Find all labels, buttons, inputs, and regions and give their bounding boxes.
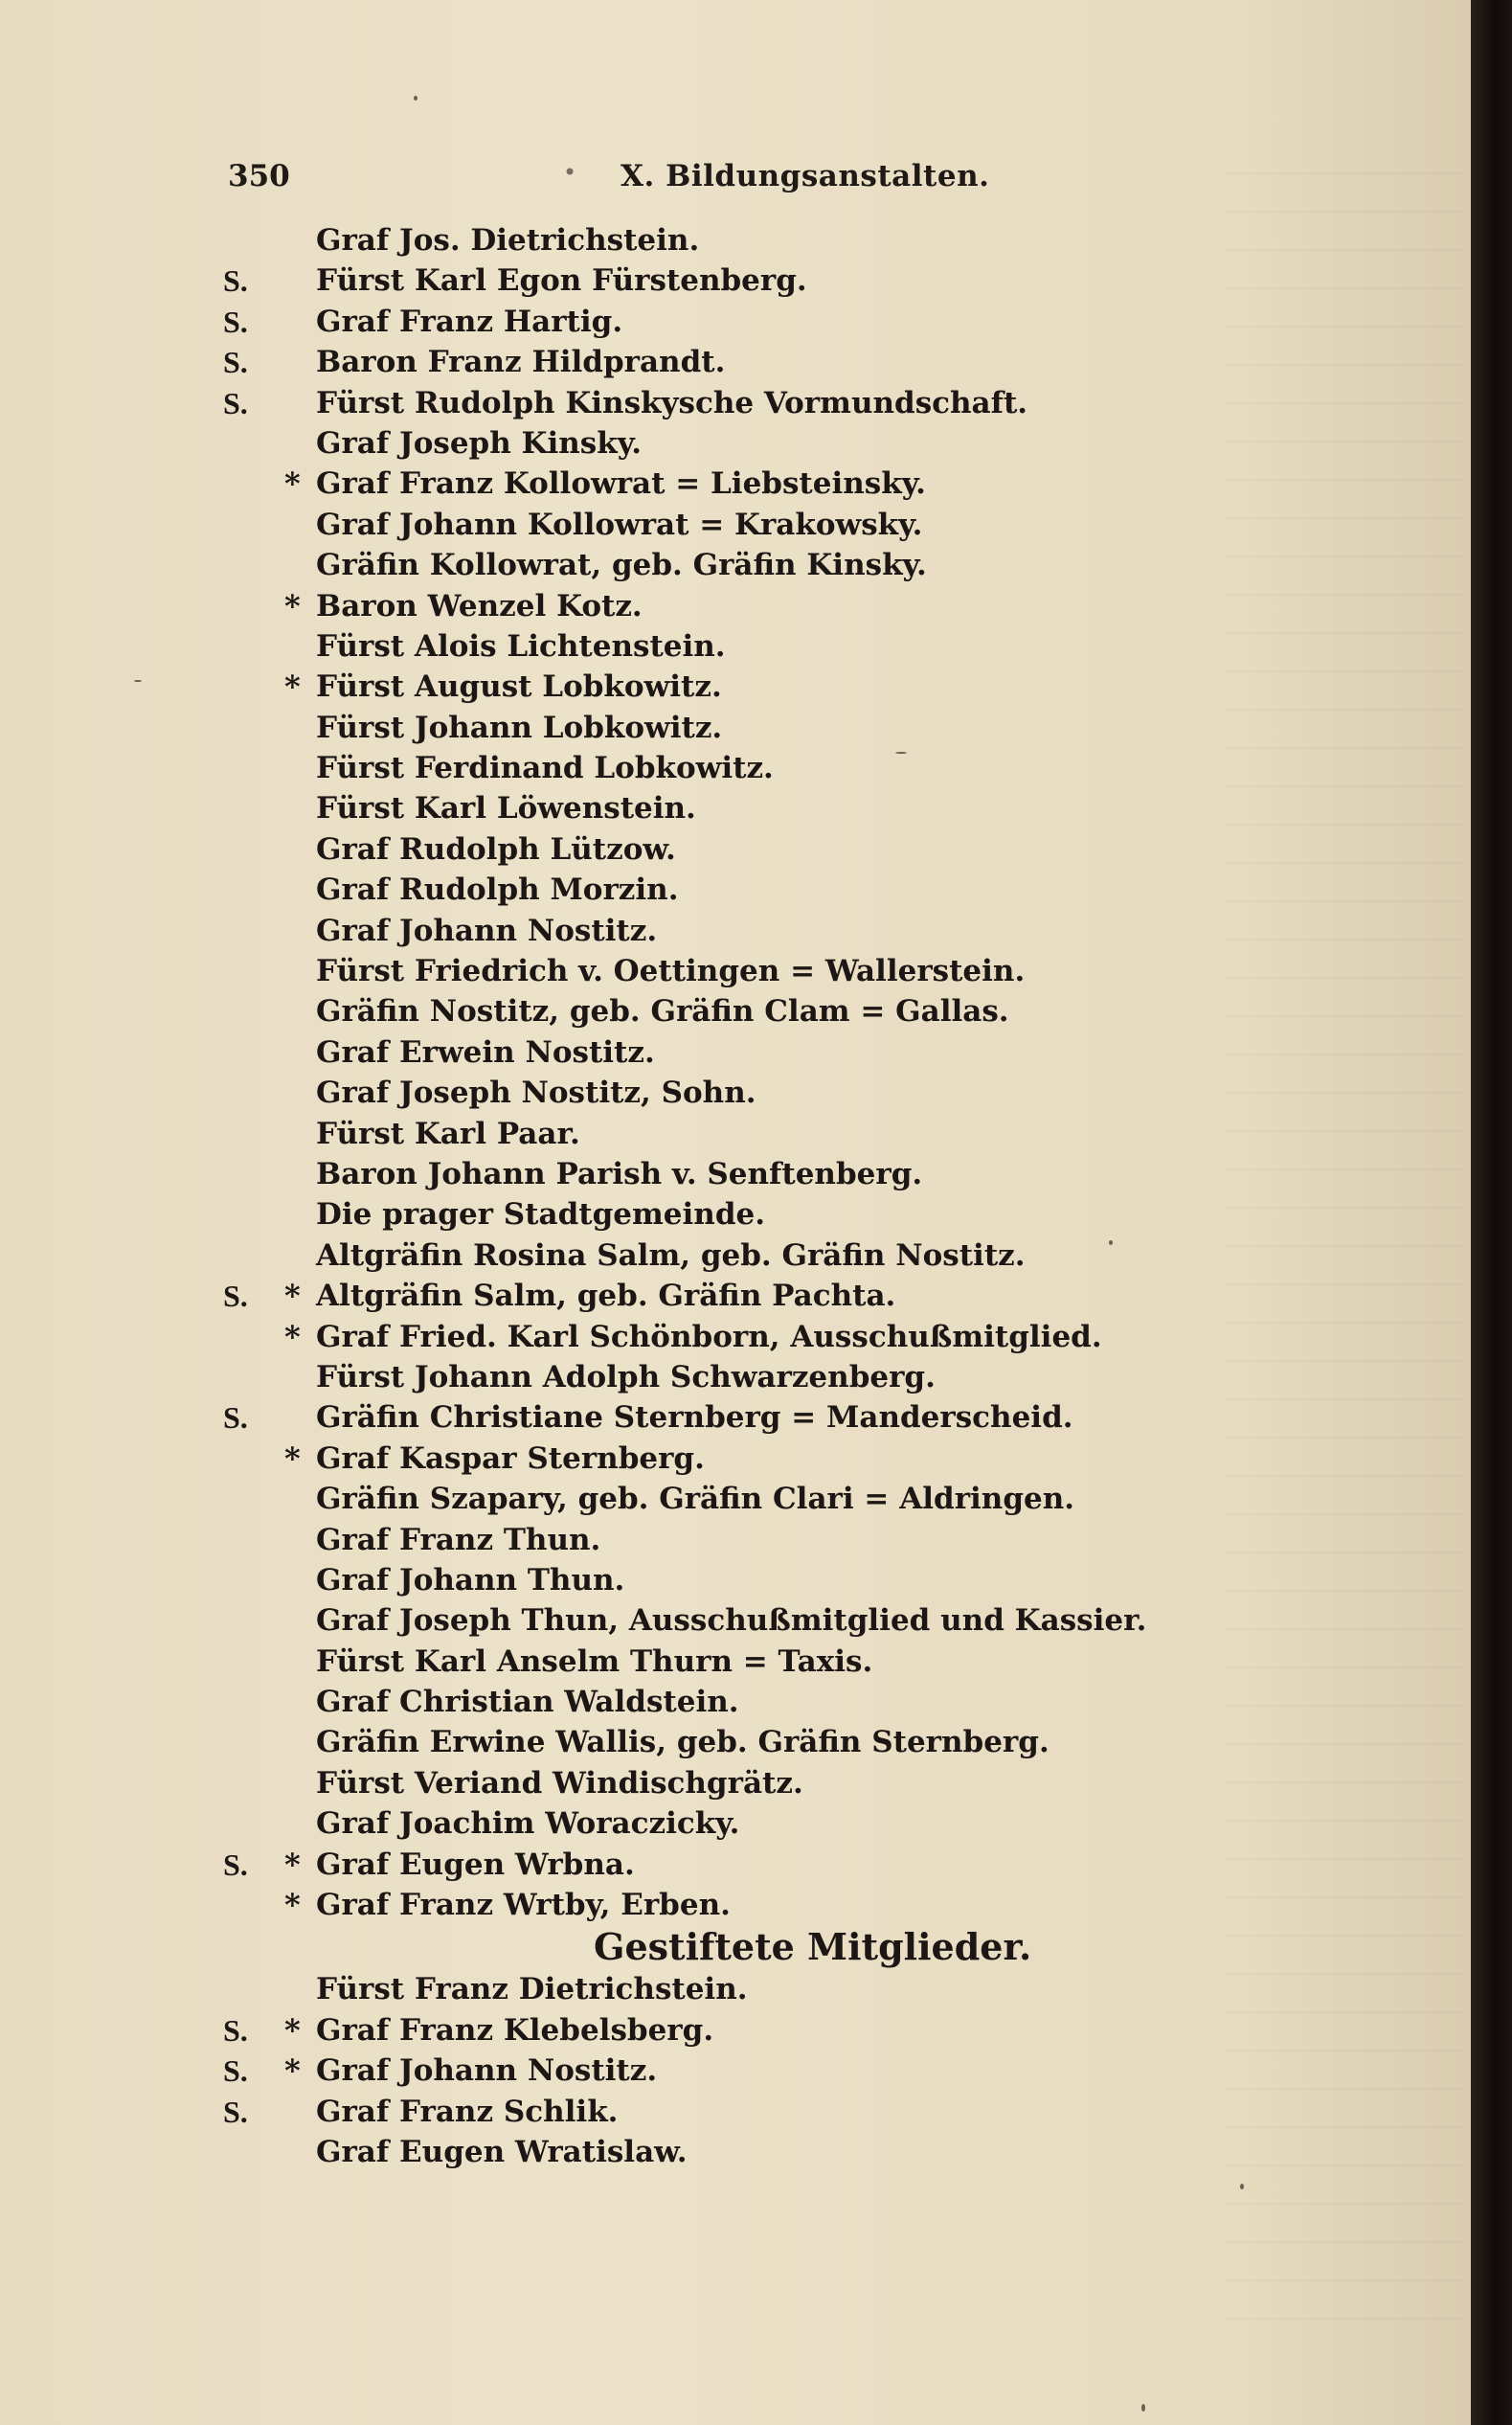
paper-speck bbox=[1141, 2404, 1145, 2412]
list-item bbox=[0, 2051, 1245, 2091]
list-item bbox=[0, 423, 1245, 464]
section-heading-text: Gestiftete Mitglieder. bbox=[594, 1925, 1032, 1969]
list-item bbox=[0, 1317, 1245, 1357]
list-item bbox=[0, 1560, 1245, 1600]
list-item bbox=[0, 1397, 1245, 1438]
asterisk-marker: * bbox=[284, 1887, 301, 1924]
asterisk-marker: * bbox=[284, 1318, 301, 1355]
member-name: Fürst Karl Paar. bbox=[316, 1116, 580, 1151]
list-item bbox=[0, 1803, 1245, 1844]
list-item bbox=[0, 302, 1245, 342]
member-name: Fürst Ferdinand Lobkowitz. bbox=[316, 751, 774, 786]
header-ornament: • bbox=[563, 159, 577, 186]
list-item bbox=[0, 1154, 1245, 1194]
paper-speck bbox=[1240, 2184, 1244, 2189]
list-item bbox=[0, 951, 1245, 991]
running-head: X. Bildungsanstalten. bbox=[621, 159, 990, 193]
asterisk-marker: * bbox=[284, 2011, 301, 2049]
asterisk-marker: * bbox=[284, 1439, 301, 1477]
member-name: Graf Erwein Nostitz. bbox=[316, 1034, 655, 1070]
list-item bbox=[0, 1032, 1245, 1073]
member-name: Graf Joseph Nostitz, Sohn. bbox=[316, 1076, 756, 1111]
member-name: Altgräfin Salm, geb. Gräfin Pachta. bbox=[316, 1279, 896, 1314]
member-name: Fürst Karl Löwenstein. bbox=[316, 791, 696, 827]
member-name: Graf Johann Nostitz. bbox=[316, 2053, 658, 2089]
section-heading bbox=[0, 1925, 1245, 1969]
member-name: Gräfin Nostitz, geb. Gräfin Clam = Gallas. bbox=[316, 994, 1009, 1030]
member-name: Graf Franz Kollowrat = Liebsteinsky. bbox=[316, 466, 926, 502]
subscriber-marker: S. bbox=[223, 385, 248, 420]
member-name: Fürst August Lobkowitz. bbox=[316, 669, 722, 705]
member-name: Fürst Franz Dietrichstein. bbox=[316, 1972, 748, 2007]
member-name: Graf Christian Waldstein. bbox=[316, 1685, 739, 1720]
asterisk-marker: * bbox=[284, 669, 301, 706]
member-name: Graf Jos. Dietrichstein. bbox=[316, 223, 700, 258]
paper-speck bbox=[414, 96, 417, 101]
list-item bbox=[0, 2092, 1245, 2132]
member-name: Graf Franz Wrtby, Erben. bbox=[316, 1888, 731, 1923]
member-name: Altgräfin Rosina Salm, geb. Gräfin Nostitz. bbox=[316, 1237, 1026, 1273]
list-item bbox=[0, 1276, 1245, 1316]
member-name: Graf Franz Hartig. bbox=[316, 304, 623, 339]
show-through bbox=[1226, 172, 1465, 2327]
member-name: Graf Joachim Woraczicky. bbox=[316, 1806, 740, 1842]
member-name: Fürst Johann Lobkowitz. bbox=[316, 710, 723, 745]
list-item bbox=[0, 1194, 1245, 1235]
list-item bbox=[0, 1520, 1245, 1560]
list-item bbox=[0, 1235, 1245, 1276]
list-item bbox=[0, 1845, 1245, 1885]
subscriber-marker: S. bbox=[223, 263, 248, 299]
list-item bbox=[0, 2010, 1245, 2051]
member-name: Graf Eugen Wratislaw. bbox=[316, 2134, 688, 2169]
subscriber-marker: S. bbox=[223, 304, 248, 339]
list-item bbox=[0, 829, 1245, 870]
list-item bbox=[0, 626, 1245, 667]
member-name: Gräfin Szapary, geb. Gräfin Clari = Aldringen. bbox=[316, 1482, 1075, 1517]
member-name: Baron Wenzel Kotz. bbox=[316, 588, 643, 623]
member-name: Gräfin Kollowrat, geb. Gräfin Kinsky. bbox=[316, 548, 927, 583]
list-item bbox=[0, 667, 1245, 707]
member-name: Graf Franz Schlik. bbox=[316, 2094, 619, 2129]
list-item bbox=[0, 1073, 1245, 1113]
member-name: Fürst Johann Adolph Schwarzenberg. bbox=[316, 1359, 936, 1394]
member-name: Graf Rudolph Morzin. bbox=[316, 873, 679, 908]
list-item bbox=[0, 1969, 1245, 2009]
page-number: 350 bbox=[228, 159, 290, 193]
subscriber-marker: S. bbox=[223, 1400, 248, 1436]
list-item bbox=[0, 1479, 1245, 1519]
member-name: Graf Eugen Wrbna. bbox=[316, 1847, 635, 1882]
list-item bbox=[0, 911, 1245, 951]
member-name: Graf Kaspar Sternberg. bbox=[316, 1440, 705, 1476]
member-name: Graf Johann Thun. bbox=[316, 1562, 625, 1598]
member-name: Graf Rudolph Lützow. bbox=[316, 831, 676, 867]
book-binding bbox=[1471, 0, 1512, 2425]
list-item bbox=[0, 1114, 1245, 1154]
list-item bbox=[0, 991, 1245, 1031]
member-name: Graf Franz Klebelsberg. bbox=[316, 2012, 714, 2048]
member-name: Fürst Alois Lichtenstein. bbox=[316, 628, 726, 664]
list-item bbox=[0, 788, 1245, 828]
list-item bbox=[0, 383, 1245, 423]
subscriber-marker: S. bbox=[223, 2053, 248, 2089]
member-name: Fürst Karl Egon Fürstenberg. bbox=[316, 263, 807, 299]
asterisk-marker: * bbox=[284, 1278, 301, 1315]
asterisk-marker: * bbox=[284, 587, 301, 624]
asterisk-marker: * bbox=[284, 1846, 301, 1883]
member-name: Fürst Rudolph Kinskysche Vormundschaft. bbox=[316, 385, 1028, 420]
member-name: Gräfin Erwine Wallis, geb. Gräfin Sternberg. bbox=[316, 1725, 1049, 1760]
list-item bbox=[0, 870, 1245, 910]
member-list bbox=[0, 220, 1245, 2172]
member-name: Graf Fried. Karl Schönborn, Ausschußmitglied. bbox=[316, 1319, 1102, 1354]
subscriber-marker: S. bbox=[223, 1279, 248, 1314]
subscriber-marker: S. bbox=[223, 1847, 248, 1882]
list-item bbox=[0, 1642, 1245, 1682]
list-item bbox=[0, 1682, 1245, 1722]
member-name: Die prager Stadtgemeinde. bbox=[316, 1197, 766, 1233]
list-item bbox=[0, 1722, 1245, 1762]
list-item bbox=[0, 220, 1245, 261]
asterisk-marker: * bbox=[284, 2052, 301, 2090]
paper-speck bbox=[134, 680, 142, 682]
member-name: Baron Johann Parish v. Senftenberg. bbox=[316, 1156, 923, 1191]
list-item bbox=[0, 2132, 1245, 2172]
list-item bbox=[0, 505, 1245, 545]
list-item bbox=[0, 342, 1245, 382]
list-item bbox=[0, 545, 1245, 585]
page-header bbox=[228, 159, 994, 207]
list-item bbox=[0, 1357, 1245, 1397]
subscriber-marker: S. bbox=[223, 2012, 248, 2048]
member-name: Graf Franz Thun. bbox=[316, 1522, 601, 1557]
list-item bbox=[0, 464, 1245, 504]
member-name: Graf Joseph Kinsky. bbox=[316, 425, 642, 461]
list-item bbox=[0, 1763, 1245, 1803]
paper-speck bbox=[1109, 1240, 1113, 1245]
list-item bbox=[0, 586, 1245, 626]
list-item bbox=[0, 708, 1245, 748]
asterisk-marker: * bbox=[284, 465, 301, 503]
paper-speck bbox=[895, 752, 907, 754]
member-name: Fürst Veriand Windischgrätz. bbox=[316, 1765, 803, 1801]
member-name: Fürst Friedrich v. Oettingen = Wallerstein. bbox=[316, 954, 1026, 989]
member-name: Graf Johann Nostitz. bbox=[316, 913, 658, 948]
list-item bbox=[0, 261, 1245, 301]
subscriber-marker: S. bbox=[223, 2094, 248, 2129]
list-item bbox=[0, 1600, 1245, 1641]
member-name: Gräfin Christiane Sternberg = Manderscheid. bbox=[316, 1400, 1073, 1436]
member-name: Baron Franz Hildprandt. bbox=[316, 345, 726, 380]
list-item bbox=[0, 1885, 1245, 1925]
member-name: Fürst Karl Anselm Thurn = Taxis. bbox=[316, 1643, 873, 1679]
member-name: Graf Joseph Thun, Ausschußmitglied und Kassier. bbox=[316, 1603, 1147, 1639]
member-name: Graf Johann Kollowrat = Krakowsky. bbox=[316, 507, 923, 542]
list-item bbox=[0, 1439, 1245, 1479]
list-item bbox=[0, 748, 1245, 788]
subscriber-marker: S. bbox=[223, 345, 248, 380]
